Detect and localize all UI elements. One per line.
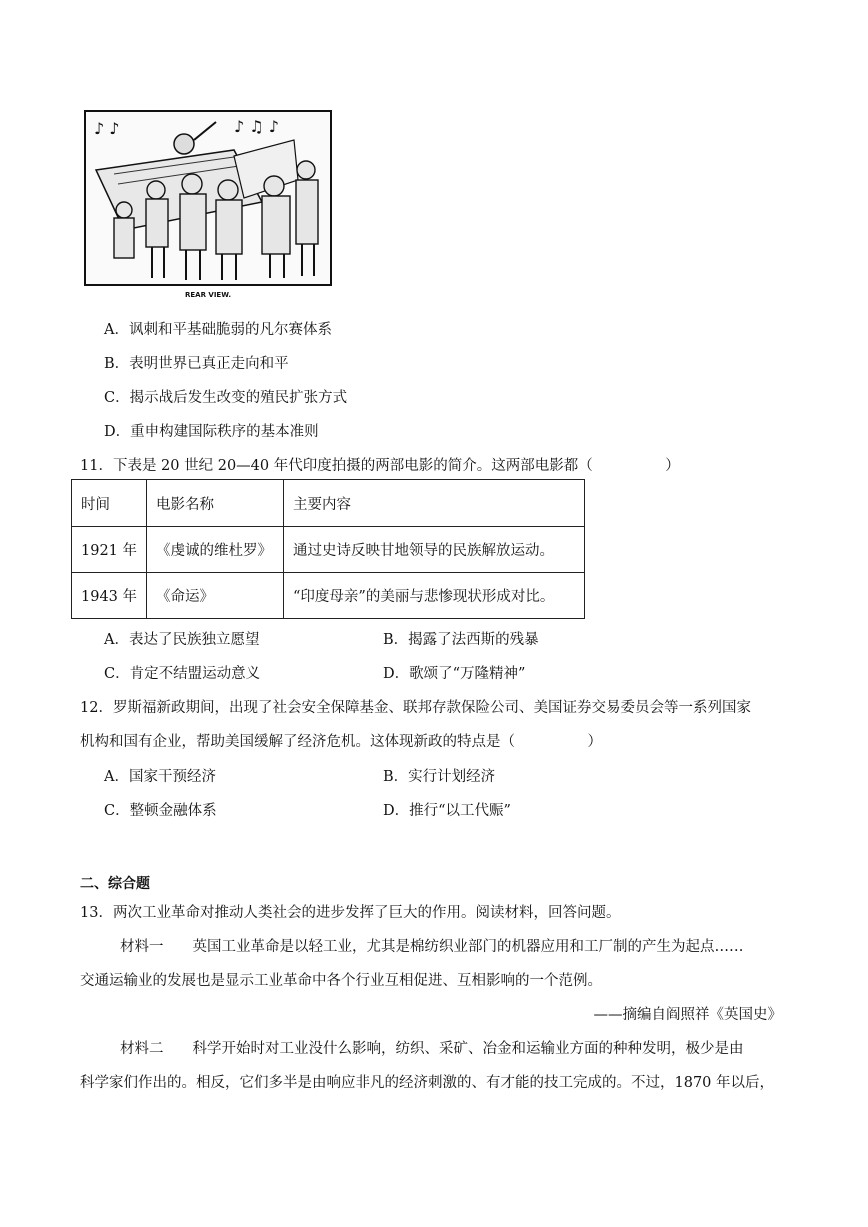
material2-line1: 材料二 科学开始时对工业没什么影响，纺织、采矿、冶金和运输业方面的种种发明，极少是由 <box>120 1041 744 1057</box>
q11-stem: 11．下表是 20 世纪 20—40 年代印度拍摄的两部电影的简介。这两部电影都（ ） <box>80 458 680 474</box>
q10-option-a: A．讽刺和平基础脆弱的凡尔赛体系 <box>104 322 332 338</box>
table-row <box>72 573 585 619</box>
q11-option-b: B．揭露了法西斯的残暴 <box>383 632 539 648</box>
q12-stem-line1: 12．罗斯福新政期间，出现了社会安全保障基金、联邦存款保险公司、美国证券交易委员会等一系列国家 <box>80 700 751 716</box>
q12-option-a: A．国家干预经济 <box>104 769 216 785</box>
q11-option-a: A．表达了民族独立愿望 <box>104 632 260 648</box>
material1-line2: 交通运输业的发展也是显示工业革命中各个行业互相促进、互相影响的一个范例。 <box>80 973 602 989</box>
table-header-row <box>72 480 585 527</box>
table-header-cell: 时间 <box>72 480 147 527</box>
q10-option-c: C．揭示战后发生改变的殖民扩张方式 <box>104 390 348 406</box>
table-header-cell: 主要内容 <box>284 480 585 527</box>
table-cell: “印度母亲”的美丽与悲惨现状形成对比。 <box>284 573 585 619</box>
source-citation: ——摘编自阎照祥《英国史》 <box>593 1007 782 1023</box>
material1-line1: 材料一 英国工业革命是以轻工业，尤其是棉纺织业部门的机器应用和工厂制的产生为起点…… <box>120 939 744 955</box>
q12-option-d: D．推行“以工代赈” <box>383 803 511 819</box>
table-row <box>72 527 585 573</box>
table-cell: 1921 年 <box>72 527 147 573</box>
q12-option-b: B．实行计划经济 <box>383 769 496 785</box>
table-cell: 《虔诚的维杜罗》 <box>147 527 284 573</box>
q10-option-d: D．重申构建国际秩序的基本准则 <box>104 424 319 440</box>
q12-stem-line2: 机构和国有企业，帮助美国缓解了经济危机。这体现新政的特点是（ ） <box>80 734 602 750</box>
q11-option-d: D．歌颂了“万隆精神” <box>383 666 526 682</box>
material2-line2: 科学家们作出的。相反，它们多半是由响应非凡的经济刺激的、有才能的技工完成的。不过，1870 年以后， <box>80 1075 775 1091</box>
table-cell: 《命运》 <box>147 573 284 619</box>
cartoon-caption: REAR VIEW. <box>184 291 232 299</box>
q13-stem: 13．两次工业革命对推动人类社会的进步发挥了巨大的作用。阅读材料，回答问题。 <box>80 905 621 921</box>
table-header-cell: 电影名称 <box>147 480 284 527</box>
cartoon-image <box>84 110 332 300</box>
film-table <box>71 479 585 619</box>
section-title: 二、综合题 <box>80 876 150 892</box>
svg-text:♪ ♪: ♪ ♪ <box>94 119 120 138</box>
table-cell: 1943 年 <box>72 573 147 619</box>
q12-option-c: C．整顿金融体系 <box>104 803 217 819</box>
svg-text:♪ ♫ ♪: ♪ ♫ ♪ <box>234 117 279 136</box>
q11-option-c: C．肯定不结盟运动意义 <box>104 666 261 682</box>
table-cell: 通过史诗反映甘地领导的民族解放运动。 <box>284 527 585 573</box>
q10-option-b: B．表明世界已真正走向和平 <box>104 356 289 372</box>
